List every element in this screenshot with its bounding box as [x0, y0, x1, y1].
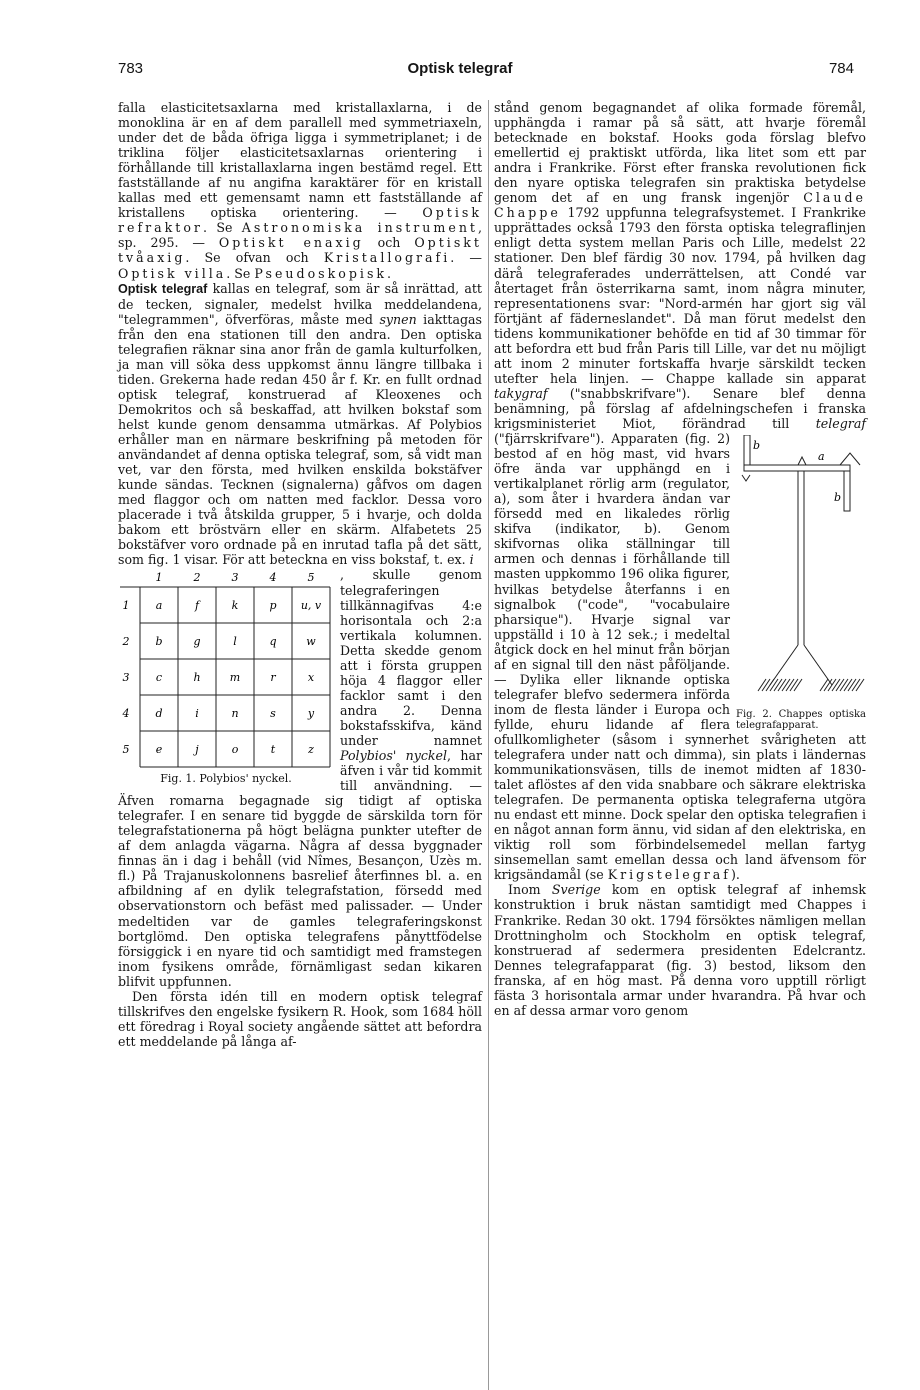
- paragraph: [118, 100, 482, 281]
- text: , sp. 295. —: [118, 220, 483, 251]
- text: ).: [730, 867, 740, 883]
- figure-caption: Fig. 1. Polybios' nyckel.: [160, 772, 292, 786]
- left-column: [118, 100, 482, 1049]
- grid-cell-letter: r: [270, 671, 276, 685]
- grid-column-label: 5: [307, 571, 315, 585]
- chappe-apparatus-drawing: [736, 435, 866, 705]
- emphasis: Sverige: [551, 882, 601, 898]
- ground-hatch: [794, 679, 802, 691]
- grid-row-label: 2: [122, 635, 130, 649]
- right-pivot: [840, 453, 860, 465]
- right-column: [494, 100, 866, 1018]
- page-title: Optisk telegraf: [407, 60, 513, 77]
- emphasis: i: [469, 552, 474, 568]
- figure-chappe-telegraph: [736, 435, 866, 731]
- indicator-label-b: b: [834, 491, 842, 505]
- grid-cell-letter: y: [307, 707, 315, 721]
- figure-caption: Fig. 2. Chappes optiska telegrafapparat.: [736, 709, 866, 732]
- ground-hatch: [836, 679, 844, 691]
- grid-cell-letter: x: [307, 671, 315, 685]
- grid-column-label: 4: [269, 571, 277, 585]
- paragraph: [494, 100, 866, 882]
- grid-cell-letter: e: [155, 743, 163, 757]
- text: ("snabbskrifvare"). Senare blef denna benämning, på förslag af afdelningschefen i franska krigsministeriet Miot, förändrad till: [494, 385, 866, 431]
- cross-reference[interactable]: Optiskt tvåaxig: [118, 235, 482, 266]
- grid-cell-letter: a: [155, 599, 163, 613]
- paragraph: [118, 989, 482, 1049]
- grid-cell-letter: j: [195, 743, 199, 757]
- ground-hatch: [766, 679, 774, 691]
- text: falla elasticitetsaxlarna med kristallaxlarna, i de monoklina är en af dem parallell med symmetriaxeln, under det de båda öfriga ligga i symmetriplanet; i de triklina följer elasticitetsaxlarnas orientering i förhållande till kristallaxlarna ingen bestämd regel. Ett fastställande af nu angifna karaktärer för en kristall kallas med ett gemensamt namn ett fastställande af kristallens optiska orientering. —: [118, 100, 482, 221]
- indicator-label-b: b: [753, 439, 761, 453]
- entry-term: Optisk telegraf: [118, 281, 208, 296]
- ground-hatch: [786, 679, 794, 691]
- ground-hatch: [844, 679, 852, 691]
- grid-cell-letter: l: [233, 635, 237, 649]
- polybios-grid: [118, 569, 334, 769]
- cross-reference[interactable]: Optisk villa: [118, 265, 227, 281]
- cross-reference[interactable]: Optiskt enaxig: [218, 235, 364, 251]
- cross-reference[interactable]: Pseudoskopisk: [254, 265, 388, 281]
- grid-cell-letter: g: [193, 635, 201, 649]
- ground-hatch: [832, 679, 840, 691]
- grid-cell-letter: z: [308, 743, 314, 757]
- cross-reference[interactable]: Kristallografi: [323, 250, 451, 266]
- ground-hatch: [758, 679, 766, 691]
- text: , har äfven i vår tid kommit till användning. — Äfven romarna begagnade sig tidigt af optiska telegrafer. I en senare tid byggde de särskilda torn för telegrafstationerna på högt belägna punkter utefter de af dem anlagda vägarna. Några af dessa byggnader finnas än i dag i behåll (vid Nîmes, Besançon, Uzès m. fl.) På Trajanuskolonnens basrelief återfinnes bl. a. en afbildning af en dylik telegrafstation, försedd med observationstorn och befäst med palissader. — Under medeltiden var de gamles telegraferingskonst bortglömd. Den optiska telegrafens pånyttfödelse försiggick i en nyare tid och samtidigt med framstegen inom fysikens område, förnämligast sedan kikaren blifvit uppfunnen.: [118, 748, 482, 989]
- grid-cell-letter: d: [155, 707, 163, 721]
- grid-cell-letter: s: [270, 707, 276, 721]
- cross-reference: Krigstelegraf: [607, 867, 731, 883]
- text: kom en optisk telegraf af inhemsk konstruktion i bruk nästan samtidigt med Chappes i Frankrike. Redan 30 okt. 1794 försöktes nämligen mellan Drottningholm och Stockholm en optisk telegraf, konstruerad af sedermera presidenten Edelcrantz. Dennes telegrafapparat (fig. 3) bestod, liksom den franska, af en hög mast. På denna voro upptill rörligt fästa 3 horisontala armar under hvarandra. På hvar och en af dessa armar voro genom: [494, 882, 866, 1018]
- grid-cell-letter: o: [231, 743, 239, 757]
- ground-hatch: [762, 679, 770, 691]
- grid-column-label: 3: [231, 571, 239, 585]
- grid-cell-letter: i: [195, 707, 199, 721]
- text: , skulle genom telegraferingen tillkännagifvas 4:e horisontala och 2:a vertikala kolumnen. Detta skedde genom att i första gruppen höja 4 flaggor eller facklor samt i den andra 2. Denna bokstafsskifva, känd under namnet: [340, 567, 482, 748]
- right-indicator: [844, 471, 850, 511]
- grid-row-label: 3: [122, 671, 130, 685]
- ground-hatch: [770, 679, 778, 691]
- ground-hatch: [782, 679, 790, 691]
- page-number-right: 784: [828, 60, 854, 77]
- grid-cell-letter: m: [229, 671, 241, 685]
- text: ("fjärrskrifvare"). Apparaten (fig. 2) bestod af en hög mast, vid hvars öfre ända var upphängd en i vertikalplanet rörlig arm (regulator, a), som åter i hvardera ändan var försedd med en likaledes rörlig skifva (indikator, b). Genom skifvornas olika ställningar till armen och dennas i förhållande till masten uppkommo 196 olika figurer, hvilkas betydelse återfanns i en signalbok ("code", "vocabulaire pharsique"). Hvarje signal var uppställd i 10 à 12 sek.; i medeltal åtgick dock en hel minut från början af en signal till den näst påföljande. — Dylika eller liknande optiska telegrafer blefvo sedermera införda inom de flesta länder i Europa och fyllde, ehuru lidande af flera ofullkomligheter (såsom i synnerhet svårigheten att telegrafera under natt och dimma), sin plats i ländernas kommunikationsväsen, tills de inemot midten af 1830-talet aflöstes af den vida snabbare och säkrare elektriska telegrafen. De permanenta optiska telegraferna utgöra nu endast ett minne. Dock spelar den optiska telegrafien i en något annan form ännu, vid sidan af den elektriska, en viktig roll som förbindelsemedel mellan fartyg sinsemellan samt emellan dessa och land äfvensom för krigsändamål (se: [494, 431, 866, 883]
- ground-hatch: [824, 679, 832, 691]
- cross-reference[interactable]: Optisk refraktor: [118, 205, 482, 236]
- text: . —: [450, 250, 482, 266]
- text: Den första idén till en modern optisk telegraf tillskrifves den engelske fysikern R. Hook, som 1684 höll ett föredrag i Royal society angående sättet att befordra ett meddelande på långa af-: [118, 988, 482, 1049]
- text: och: [363, 235, 415, 251]
- grid-cell-letter: u, v: [300, 599, 322, 613]
- paragraph: [118, 281, 482, 568]
- emphasis: Polybios' nyckel: [340, 748, 448, 764]
- page-number-left: 783: [118, 60, 144, 77]
- regulator-arm: [744, 465, 850, 471]
- emphasis: takygraf: [494, 385, 548, 401]
- ground-hatch: [820, 679, 828, 691]
- text: kallas en telegraf, som är så inrättad, att de tecken, signaler, medelst hvilka meddelandena, "telegrammen", öfverföras, måste med: [118, 280, 482, 327]
- ground-hatch: [840, 679, 848, 691]
- grid-row-label: 1: [122, 599, 130, 613]
- ground-hatch: [774, 679, 782, 691]
- grid-column-label: 2: [193, 571, 201, 585]
- text: . Se: [202, 220, 242, 236]
- grid-cell-letter: w: [306, 635, 316, 649]
- ground-hatch: [778, 679, 786, 691]
- ground-hatch: [852, 679, 860, 691]
- grid-cell-letter: n: [231, 707, 239, 721]
- cross-reference[interactable]: Astronomiska instrument: [241, 220, 478, 236]
- grid-row-label: 5: [122, 743, 130, 757]
- ground-hatch: [856, 679, 864, 691]
- grid-cell-letter: b: [155, 635, 163, 649]
- grid-cell-letter: t: [270, 743, 276, 757]
- emphasis: telegraf: [815, 415, 866, 431]
- grid-cell-letter: c: [155, 671, 163, 685]
- regulator-label-a: a: [818, 450, 825, 464]
- grid-cell-letter: h: [193, 671, 201, 685]
- figure-polybios-key: [118, 569, 334, 786]
- paragraph: [494, 882, 866, 1017]
- text: iakttagas från den ena stationen till den andra. Den optiska telegrafien räknar sina anor från de gamla kulturfolken, ja man vill söka dess uppkomst ännu längre tillbaka i tiden. Grekerna hade redan 450 år f. Kr. en fullt ordnad optisk telegraf, konstruerad af Kleoxenes och Demokritos och så beskaffad, att hvilken bokstaf som helst kunde genom densamma utmärkas. Af Polybios erhåller man en närmare beskrifning på metoden för användandet af denna optiska telegraf, som, så vidt man vet, var den första, med hvilken enskilda bokstäfver kunde sändas. Tecknen (signalerna) gåfvos om dagen med flaggor och om natten med facklor. Dessa voro placerade i två åtskilda grupper, 5 i hvarje, och dolda bakom ett bröstvärn eller en skärm. Alfabetets 25 bokstäfver voro ordnade på en inrutad tafla på det sätt, som fig. 1 visar. För att beteckna en viss bokstaf, t. ex.: [118, 311, 482, 568]
- center-pivot: [798, 457, 806, 465]
- grid-cell-letter: f: [194, 599, 200, 613]
- ground-hatch: [790, 679, 798, 691]
- text: stånd genom begagnandet af olika formade föremål, upphängda i ramar på så sätt, att hvarje föremål betecknade en bokstaf. Hooks goda förslag blefvo emellertid ej praktiskt utförda, lika litet som ett par andra i Frankrike. Först efter franska revolutionen fick den nyare optiska telegrafen sin praktiska betydelse genom det af en ung fransk ingenjör: [494, 100, 866, 206]
- grid-row-label: 4: [122, 707, 130, 721]
- text: .: [387, 265, 392, 281]
- emphasis: synen: [379, 311, 417, 327]
- grid-column-label: 1: [155, 571, 163, 585]
- left-indicator: [744, 435, 750, 465]
- column-divider: [488, 100, 489, 1390]
- text: . Se: [226, 265, 255, 281]
- person-name: Claude Chappe: [494, 190, 866, 221]
- grid-cell-letter: k: [231, 599, 239, 613]
- text: . Se ofvan och: [185, 250, 324, 266]
- ground-hatch: [848, 679, 856, 691]
- text: 1792 uppfunna telegrafsystemet. I Frankrike upprättades också 1793 den första optiska telegraflinjen enligt detta system mellan Paris och Lille, medelst 22 stationer. Den blef färdig 30 nov. 1794, på hvilken dag därå telegraferades underrättelsen, att Condé var återtaget från österrikarna samt, inom några minuter, representationens svar: "Nord-armén har gjort sig väl förtjänt af fäderneslandet". Då man förut medelst den tidens kommunikationer behöfde en tid af 30 timmar för att befordra ett bud från Paris till Lille, var det nu möjligt att inom 2 minuter fortskaffa hvarje särskildt tecken utefter hela linjen. — Chappe kallade sin apparat: [494, 205, 866, 386]
- left-indicator-tip: [742, 475, 750, 481]
- grid-cell-letter: q: [269, 635, 277, 649]
- grid-cell-letter: p: [269, 599, 277, 613]
- text: Inom: [508, 882, 552, 898]
